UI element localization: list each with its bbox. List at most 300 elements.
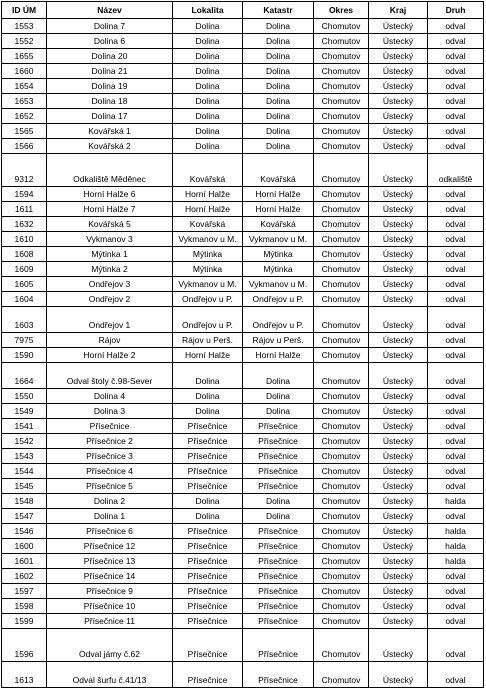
cell-katastr: Přísečnice — [243, 524, 314, 539]
column-header-druh: Druh — [428, 2, 484, 19]
cell-druh: odval — [428, 404, 484, 419]
cell-lokalita: Mýtinka — [173, 262, 243, 277]
cell-id: 1600 — [2, 539, 47, 554]
cell-okres: Chomutov — [314, 79, 369, 94]
cell-kraj: Ústecký — [369, 584, 428, 599]
cell-nazev: Dolina 18 — [47, 94, 173, 109]
cell-lokalita: Přísečnice — [173, 584, 243, 599]
cell-kraj: Ústecký — [369, 599, 428, 614]
cell-druh: odval — [428, 584, 484, 599]
cell-lokalita: Přísečnice — [173, 539, 243, 554]
cell-druh: odval — [428, 307, 484, 333]
cell-druh: odval — [428, 569, 484, 584]
cell-katastr: Dolina — [243, 139, 314, 154]
column-header-katastr: Katastr — [243, 2, 314, 19]
cell-id: 1541 — [2, 419, 47, 434]
cell-katastr: Dolina — [243, 79, 314, 94]
cell-nazev: Dolina 7 — [47, 19, 173, 34]
cell-lokalita: Dolina — [173, 34, 243, 49]
cell-okres: Chomutov — [314, 662, 369, 688]
cell-kraj: Ústecký — [369, 404, 428, 419]
cell-nazev: Dolina 21 — [47, 64, 173, 79]
cell-okres: Chomutov — [314, 389, 369, 404]
cell-id: 1542 — [2, 434, 47, 449]
cell-lokalita: Dolina — [173, 404, 243, 419]
cell-kraj: Ústecký — [369, 363, 428, 389]
cell-okres: Chomutov — [314, 509, 369, 524]
table-row — [2, 434, 484, 449]
cell-katastr: Horní Halže — [243, 348, 314, 363]
cell-okres: Chomutov — [314, 139, 369, 154]
cell-druh: odval — [428, 139, 484, 154]
cell-id: 1601 — [2, 554, 47, 569]
cell-kraj: Ústecký — [369, 307, 428, 333]
cell-katastr: Dolina — [243, 389, 314, 404]
cell-druh: odval — [428, 19, 484, 34]
cell-id: 1652 — [2, 109, 47, 124]
cell-id: 1608 — [2, 247, 47, 262]
cell-lokalita: Přísečnice — [173, 434, 243, 449]
cell-nazev: Ondřejov 3 — [47, 277, 173, 292]
cell-lokalita: Dolina — [173, 509, 243, 524]
cell-nazev: Dolina 6 — [47, 34, 173, 49]
cell-okres: Chomutov — [314, 64, 369, 79]
cell-okres: Chomutov — [314, 363, 369, 389]
cell-okres: Chomutov — [314, 19, 369, 34]
cell-druh: odval — [428, 124, 484, 139]
cell-kraj: Ústecký — [369, 49, 428, 64]
table-row — [2, 139, 484, 154]
cell-kraj: Ústecký — [369, 64, 428, 79]
cell-id: 1590 — [2, 348, 47, 363]
cell-lokalita: Přísečnice — [173, 464, 243, 479]
cell-nazev: Přísečnice 5 — [47, 479, 173, 494]
cell-katastr: Rájov u Perš. — [243, 333, 314, 348]
cell-id: 1594 — [2, 187, 47, 202]
cell-lokalita: Dolina — [173, 19, 243, 34]
cell-lokalita: Dolina — [173, 389, 243, 404]
cell-nazev: Přísečnice 12 — [47, 539, 173, 554]
cell-katastr: Přísečnice — [243, 569, 314, 584]
table-row — [2, 464, 484, 479]
cell-id: 1544 — [2, 464, 47, 479]
cell-nazev: Dolina 17 — [47, 109, 173, 124]
cell-nazev: Dolina 2 — [47, 494, 173, 509]
cell-druh: odval — [428, 49, 484, 64]
table-row — [2, 554, 484, 569]
cell-katastr: Dolina — [243, 509, 314, 524]
cell-okres: Chomutov — [314, 569, 369, 584]
cell-nazev: Přísečnice 2 — [47, 434, 173, 449]
table-header-row — [2, 2, 484, 19]
cell-kraj: Ústecký — [369, 262, 428, 277]
cell-okres: Chomutov — [314, 333, 369, 348]
cell-id: 1565 — [2, 124, 47, 139]
cell-nazev: Přísečnice 3 — [47, 449, 173, 464]
cell-lokalita: Přísečnice — [173, 479, 243, 494]
table-row — [2, 124, 484, 139]
cell-katastr: Dolina — [243, 94, 314, 109]
cell-kraj: Ústecký — [369, 419, 428, 434]
cell-okres: Chomutov — [314, 49, 369, 64]
cell-lokalita: Horní Halže — [173, 202, 243, 217]
cell-nazev: Ondřejov 2 — [47, 292, 173, 307]
cell-id: 1610 — [2, 232, 47, 247]
cell-katastr: Dolina — [243, 49, 314, 64]
cell-okres: Chomutov — [314, 348, 369, 363]
cell-druh: halda — [428, 524, 484, 539]
cell-lokalita: Přísečnice — [173, 599, 243, 614]
cell-kraj: Ústecký — [369, 154, 428, 187]
cell-nazev: Přísečnice 13 — [47, 554, 173, 569]
cell-okres: Chomutov — [314, 187, 369, 202]
cell-kraj: Ústecký — [369, 348, 428, 363]
cell-nazev: Kovářská 5 — [47, 217, 173, 232]
cell-kraj: Ústecký — [369, 247, 428, 262]
cell-kraj: Ústecký — [369, 19, 428, 34]
cell-lokalita: Dolina — [173, 49, 243, 64]
cell-id: 1664 — [2, 363, 47, 389]
table-row — [2, 389, 484, 404]
cell-lokalita: Dolina — [173, 94, 243, 109]
cell-id: 1549 — [2, 404, 47, 419]
table-row — [2, 614, 484, 629]
cell-druh: halda — [428, 494, 484, 509]
table-row — [2, 509, 484, 524]
cell-id: 1605 — [2, 277, 47, 292]
cell-druh: odval — [428, 509, 484, 524]
cell-okres: Chomutov — [314, 629, 369, 662]
cell-kraj: Ústecký — [369, 524, 428, 539]
cell-lokalita: Ondřejov u P. — [173, 307, 243, 333]
table-row — [2, 307, 484, 333]
cell-lokalita: Dolina — [173, 363, 243, 389]
cell-okres: Chomutov — [314, 464, 369, 479]
cell-druh: odval — [428, 217, 484, 232]
table-row — [2, 569, 484, 584]
cell-katastr: Kovářská — [243, 154, 314, 187]
cell-katastr: Přísečnice — [243, 449, 314, 464]
cell-katastr: Dolina — [243, 109, 314, 124]
cell-okres: Chomutov — [314, 434, 369, 449]
table-row — [2, 262, 484, 277]
table-row — [2, 333, 484, 348]
cell-lokalita: Horní Halže — [173, 187, 243, 202]
cell-druh: odval — [428, 109, 484, 124]
cell-nazev: Horní Halže 2 — [47, 348, 173, 363]
cell-katastr: Dolina — [243, 19, 314, 34]
cell-kraj: Ústecký — [369, 539, 428, 554]
cell-druh: odval — [428, 202, 484, 217]
cell-kraj: Ústecký — [369, 509, 428, 524]
table-row — [2, 662, 484, 688]
cell-druh: odval — [428, 292, 484, 307]
cell-id: 1599 — [2, 614, 47, 629]
cell-nazev: Přísečnice 10 — [47, 599, 173, 614]
cell-kraj: Ústecký — [369, 187, 428, 202]
table-row — [2, 154, 484, 187]
cell-katastr: Přísečnice — [243, 554, 314, 569]
cell-lokalita: Přísečnice — [173, 614, 243, 629]
table-row — [2, 524, 484, 539]
cell-okres: Chomutov — [314, 124, 369, 139]
cell-druh: odval — [428, 599, 484, 614]
column-header-kraj: Kraj — [369, 2, 428, 19]
cell-okres: Chomutov — [314, 109, 369, 124]
table-row — [2, 539, 484, 554]
cell-kraj: Ústecký — [369, 389, 428, 404]
cell-druh: odval — [428, 363, 484, 389]
cell-nazev: Přísečnice — [47, 419, 173, 434]
cell-id: 1632 — [2, 217, 47, 232]
cell-okres: Chomutov — [314, 247, 369, 262]
cell-katastr: Vykmanov u M. — [243, 277, 314, 292]
cell-druh: odval — [428, 187, 484, 202]
cell-nazev: Přísečnice 4 — [47, 464, 173, 479]
column-header-nazev: Název — [47, 2, 173, 19]
cell-kraj: Ústecký — [369, 34, 428, 49]
cell-lokalita: Kovářská — [173, 154, 243, 187]
cell-id: 1654 — [2, 79, 47, 94]
cell-kraj: Ústecký — [369, 494, 428, 509]
table-row — [2, 479, 484, 494]
cell-okres: Chomutov — [314, 524, 369, 539]
table-row — [2, 247, 484, 262]
cell-id: 9312 — [2, 154, 47, 187]
cell-druh: odval — [428, 34, 484, 49]
cell-kraj: Ústecký — [369, 94, 428, 109]
cell-druh: odval — [428, 419, 484, 434]
table-row — [2, 449, 484, 464]
cell-katastr: Přísečnice — [243, 599, 314, 614]
cell-druh: odval — [428, 277, 484, 292]
cell-nazev: Přísečnice 14 — [47, 569, 173, 584]
cell-katastr: Přísečnice — [243, 539, 314, 554]
cell-katastr: Mýtinka — [243, 247, 314, 262]
cell-lokalita: Dolina — [173, 139, 243, 154]
cell-okres: Chomutov — [314, 154, 369, 187]
cell-lokalita: Horní Halže — [173, 348, 243, 363]
table-row — [2, 49, 484, 64]
cell-lokalita: Přísečnice — [173, 569, 243, 584]
cell-id: 1660 — [2, 64, 47, 79]
cell-nazev: Dolina 19 — [47, 79, 173, 94]
cell-nazev: Přísečnice 9 — [47, 584, 173, 599]
table-row — [2, 79, 484, 94]
cell-nazev: Dolina 3 — [47, 404, 173, 419]
cell-id: 1609 — [2, 262, 47, 277]
cell-nazev: Kovářská 2 — [47, 139, 173, 154]
cell-okres: Chomutov — [314, 307, 369, 333]
cell-okres: Chomutov — [314, 34, 369, 49]
cell-katastr: Dolina — [243, 124, 314, 139]
cell-katastr: Horní Halže — [243, 187, 314, 202]
cell-id: 1598 — [2, 599, 47, 614]
cell-okres: Chomutov — [314, 292, 369, 307]
cell-lokalita: Dolina — [173, 494, 243, 509]
cell-lokalita: Dolina — [173, 79, 243, 94]
cell-katastr: Dolina — [243, 363, 314, 389]
cell-nazev: Dolina 1 — [47, 509, 173, 524]
cell-katastr: Přísečnice — [243, 662, 314, 688]
table-row — [2, 34, 484, 49]
cell-katastr: Horní Halže — [243, 202, 314, 217]
cell-nazev: Ondřejov 1 — [47, 307, 173, 333]
cell-kraj: Ústecký — [369, 569, 428, 584]
cell-kraj: Ústecký — [369, 124, 428, 139]
cell-kraj: Ústecký — [369, 434, 428, 449]
cell-katastr: Mýtinka — [243, 262, 314, 277]
heap-register-table — [1, 1, 484, 688]
cell-druh: odval — [428, 614, 484, 629]
table-body — [2, 19, 484, 688]
table-row — [2, 292, 484, 307]
cell-id: 1550 — [2, 389, 47, 404]
cell-nazev: Kovářská 1 — [47, 124, 173, 139]
cell-kraj: Ústecký — [369, 79, 428, 94]
cell-lokalita: Přísečnice — [173, 554, 243, 569]
table-row — [2, 599, 484, 614]
cell-katastr: Ondřejov u P. — [243, 307, 314, 333]
column-header-id: ID ÚM — [2, 2, 47, 19]
cell-kraj: Ústecký — [369, 449, 428, 464]
cell-druh: odval — [428, 464, 484, 479]
cell-nazev: Horní Halže 7 — [47, 202, 173, 217]
cell-druh: odval — [428, 232, 484, 247]
table-row — [2, 202, 484, 217]
cell-kraj: Ústecký — [369, 479, 428, 494]
cell-kraj: Ústecký — [369, 464, 428, 479]
cell-druh: odval — [428, 629, 484, 662]
table-row — [2, 363, 484, 389]
cell-okres: Chomutov — [314, 614, 369, 629]
column-header-okres: Okres — [314, 2, 369, 19]
cell-druh: odval — [428, 247, 484, 262]
cell-katastr: Přísečnice — [243, 464, 314, 479]
cell-katastr: Dolina — [243, 494, 314, 509]
cell-id: 1543 — [2, 449, 47, 464]
table-row — [2, 64, 484, 79]
cell-katastr: Ondřejov u P. — [243, 292, 314, 307]
cell-katastr: Dolina — [243, 34, 314, 49]
cell-nazev: Přísečnice 11 — [47, 614, 173, 629]
cell-druh: odval — [428, 94, 484, 109]
cell-id: 1547 — [2, 509, 47, 524]
cell-lokalita: Přísečnice — [173, 449, 243, 464]
cell-nazev: Mýtinka 2 — [47, 262, 173, 277]
cell-katastr: Přísečnice — [243, 419, 314, 434]
cell-id: 1611 — [2, 202, 47, 217]
cell-id: 7975 — [2, 333, 47, 348]
cell-lokalita: Ondřejov u P. — [173, 292, 243, 307]
table-row — [2, 348, 484, 363]
cell-lokalita: Rájov u Perš. — [173, 333, 243, 348]
cell-id: 1655 — [2, 49, 47, 64]
table-row — [2, 232, 484, 247]
cell-lokalita: Dolina — [173, 109, 243, 124]
cell-katastr: Vykmanov u M. — [243, 232, 314, 247]
cell-druh: odval — [428, 262, 484, 277]
cell-okres: Chomutov — [314, 449, 369, 464]
cell-okres: Chomutov — [314, 479, 369, 494]
table-row — [2, 109, 484, 124]
cell-nazev: Odval štoly č.98-Sever — [47, 363, 173, 389]
cell-okres: Chomutov — [314, 554, 369, 569]
cell-okres: Chomutov — [314, 419, 369, 434]
cell-lokalita: Přísečnice — [173, 662, 243, 688]
cell-nazev: Odval šurfu č.41/13 — [47, 662, 173, 688]
cell-druh: halda — [428, 554, 484, 569]
cell-kraj: Ústecký — [369, 217, 428, 232]
cell-nazev: Dolina 20 — [47, 49, 173, 64]
table-row — [2, 277, 484, 292]
cell-kraj: Ústecký — [369, 109, 428, 124]
cell-id: 1546 — [2, 524, 47, 539]
cell-kraj: Ústecký — [369, 202, 428, 217]
cell-druh: odval — [428, 389, 484, 404]
cell-lokalita: Mýtinka — [173, 247, 243, 262]
cell-okres: Chomutov — [314, 599, 369, 614]
cell-kraj: Ústecký — [369, 277, 428, 292]
cell-kraj: Ústecký — [369, 292, 428, 307]
cell-kraj: Ústecký — [369, 629, 428, 662]
cell-id: 1596 — [2, 629, 47, 662]
cell-druh: odval — [428, 348, 484, 363]
cell-nazev: Vykmanov 3 — [47, 232, 173, 247]
cell-kraj: Ústecký — [369, 232, 428, 247]
cell-kraj: Ústecký — [369, 554, 428, 569]
cell-kraj: Ústecký — [369, 333, 428, 348]
cell-lokalita: Dolina — [173, 124, 243, 139]
cell-lokalita: Přísečnice — [173, 629, 243, 662]
cell-druh: odval — [428, 64, 484, 79]
cell-katastr: Dolina — [243, 64, 314, 79]
cell-id: 1613 — [2, 662, 47, 688]
cell-druh: odkaliště — [428, 154, 484, 187]
cell-okres: Chomutov — [314, 584, 369, 599]
cell-okres: Chomutov — [314, 404, 369, 419]
cell-lokalita: Kovářská — [173, 217, 243, 232]
cell-lokalita: Přísečnice — [173, 419, 243, 434]
cell-nazev: Rájov — [47, 333, 173, 348]
table-row — [2, 187, 484, 202]
cell-id: 1545 — [2, 479, 47, 494]
table-row — [2, 217, 484, 232]
cell-katastr: Přísečnice — [243, 584, 314, 599]
cell-id: 1653 — [2, 94, 47, 109]
cell-okres: Chomutov — [314, 262, 369, 277]
cell-druh: odval — [428, 434, 484, 449]
cell-katastr: Přísečnice — [243, 479, 314, 494]
cell-katastr: Kovářská — [243, 217, 314, 232]
cell-nazev: Dolina 4 — [47, 389, 173, 404]
cell-nazev: Odval jámy č.62 — [47, 629, 173, 662]
cell-id: 1603 — [2, 307, 47, 333]
cell-nazev: Horní Halže 6 — [47, 187, 173, 202]
cell-id: 1566 — [2, 139, 47, 154]
cell-druh: odval — [428, 333, 484, 348]
cell-katastr: Přísečnice — [243, 614, 314, 629]
cell-katastr: Přísečnice — [243, 629, 314, 662]
cell-id: 1552 — [2, 34, 47, 49]
cell-druh: odval — [428, 479, 484, 494]
cell-id: 1548 — [2, 494, 47, 509]
cell-lokalita: Dolina — [173, 64, 243, 79]
cell-id: 1597 — [2, 584, 47, 599]
cell-okres: Chomutov — [314, 217, 369, 232]
cell-id: 1553 — [2, 19, 47, 34]
table-row — [2, 404, 484, 419]
